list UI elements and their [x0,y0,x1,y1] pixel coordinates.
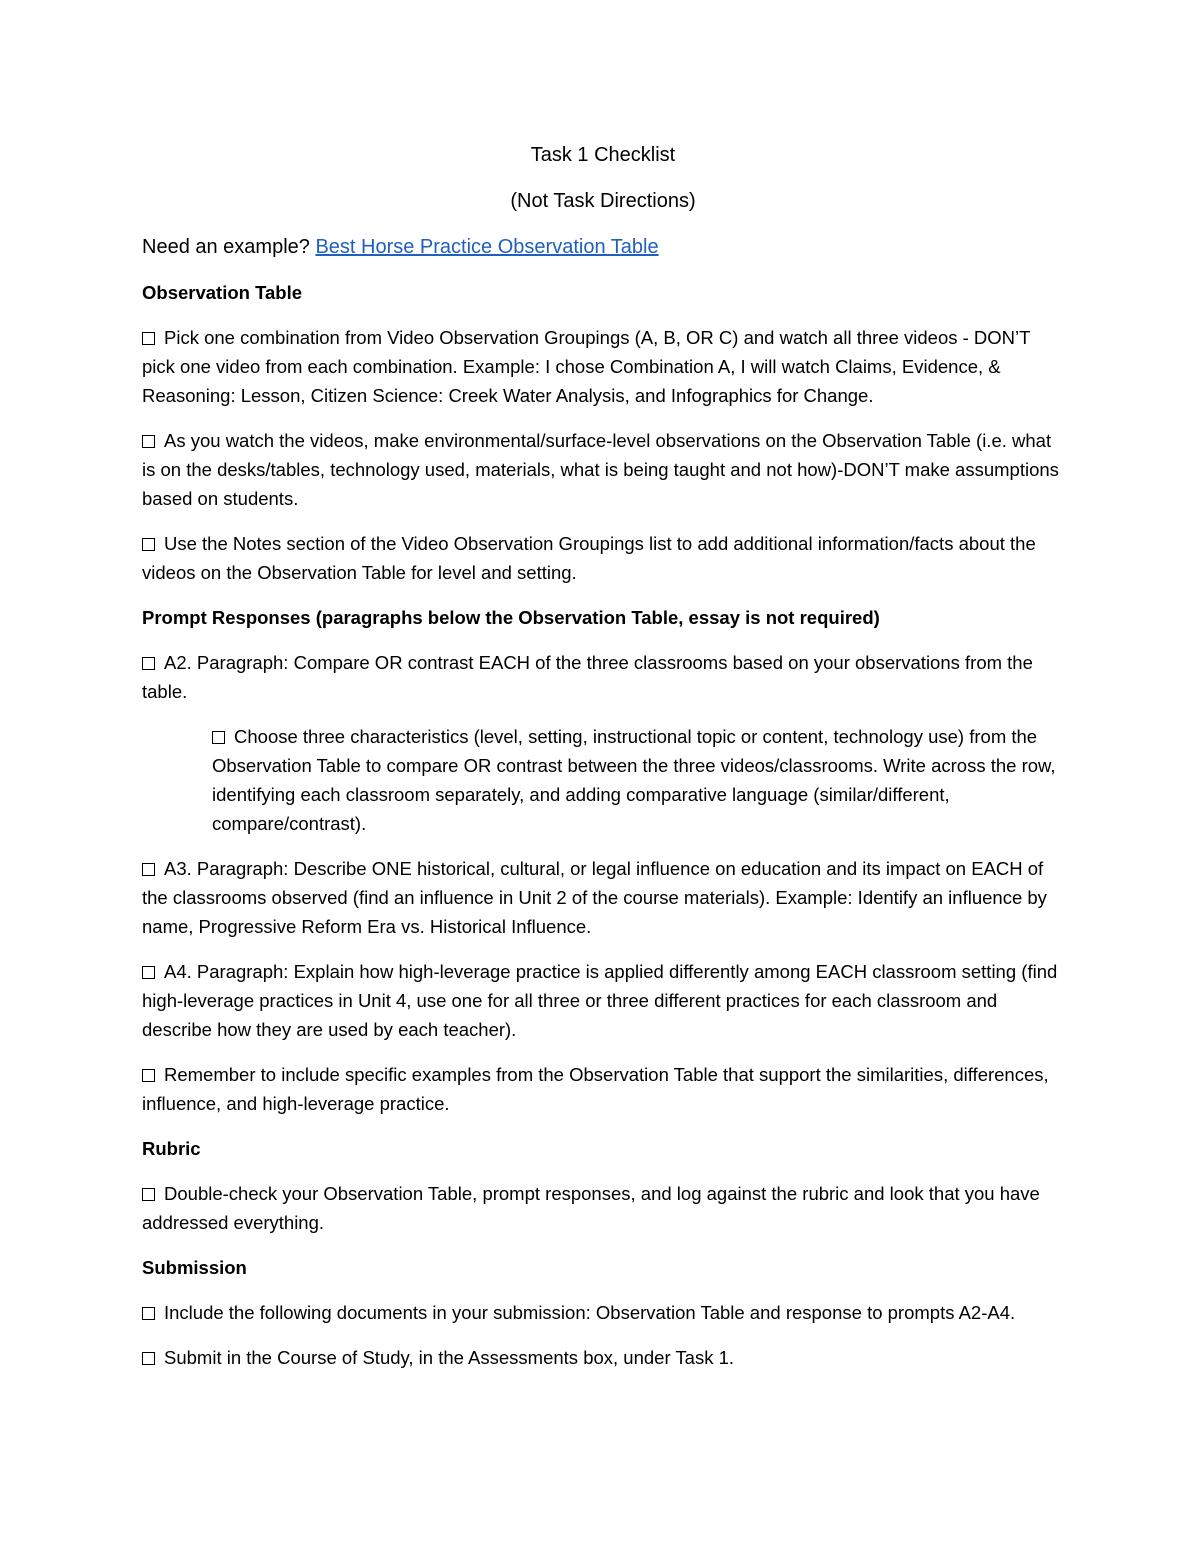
checklist-item-text: A3. Paragraph: Describe ONE historical, cultural, or legal influence on education and its impact on EACH of the classrooms observed (find an influence in Unit 2 of the course materials). Example: Identify an influence by name, Progressive Reform Era vs. Historical Influence. [142,858,1047,937]
document-subtitle: (Not Task Directions) [510,190,696,212]
section-heading-submission: Submission [142,1257,247,1278]
checklist-item [142,1343,1064,1372]
checklist-item [142,1060,1064,1118]
checklist-item-text: Pick one combination from Video Observation Groupings (A, B, OR C) and watch all three videos - DON’T pick one video from each combination. Example: I chose Combination A, I will watch Claims, Evidence, & Reasoning: Lesson, Citizen Science: Creek Water Analysis, and Infographics for Change. [142,327,1031,406]
checklist-item [142,323,1064,410]
example-prefix: Need an example? [142,236,316,258]
checkbox-icon[interactable] [142,332,155,345]
checkbox-icon[interactable] [142,1188,155,1201]
checkbox-icon[interactable] [142,538,155,551]
checkbox-icon[interactable] [142,1069,155,1082]
checklist-item [142,426,1064,513]
checklist-item-text: Choose three characteristics (level, setting, instructional topic or content, technology use) from the Observation Table to compare OR contrast between the three videos/classrooms. Write across the row, identifying each classroom separately, and adding comparative language (similar/different, compare/contrast). [212,726,1056,834]
checklist-item [142,854,1064,941]
checklist-item [142,648,1064,706]
checklist-item [142,1179,1064,1237]
document-body [142,140,1064,1388]
section-heading-rubric: Rubric [142,1138,201,1159]
checklist-item-text: Use the Notes section of the Video Observation Groupings list to add additional information/facts about the videos on the Observation Table for level and setting. [142,533,1036,583]
checklist-item [142,1298,1064,1327]
checklist-item-text: A4. Paragraph: Explain how high-leverage practice is applied differently among EACH classroom setting (find high-leverage practices in Unit 4, use one for all three or three different practices for each classroom and describe how they are used by each teacher). [142,961,1058,1040]
checkbox-icon[interactable] [142,1307,155,1320]
section-heading-prompt-responses: Prompt Responses (paragraphs below the Observation Table, essay is not required) [142,607,880,628]
checkbox-icon[interactable] [212,731,225,744]
checklist-item-text: As you watch the videos, make environmental/surface-level observations on the Observation Table (i.e. what is on the desks/tables, technology used, materials, what is being taught and not how)-DON’T make assumptions based on students. [142,430,1059,509]
checkbox-icon[interactable] [142,966,155,979]
checklist-item-text: Submit in the Course of Study, in the Assessments box, under Task 1. [164,1347,735,1368]
document-title: Task 1 Checklist [530,144,676,166]
checklist-subitem [212,722,1064,838]
checklist-item [142,529,1064,587]
checklist-item-text: Double-check your Observation Table, prompt responses, and log against the rubric and look that you have addressed everything. [142,1183,1040,1233]
section-heading-observation-table: Observation Table [142,282,303,303]
checklist-item [142,957,1064,1044]
checklist-item-text: A2. Paragraph: Compare OR contrast EACH of the three classrooms based on your observations from the table. [142,652,1033,702]
checklist-item-text: Include the following documents in your submission: Observation Table and response to prompts A2-A4. [164,1302,1016,1323]
checkbox-icon[interactable] [142,435,155,448]
checklist-item-text: Remember to include specific examples from the Observation Table that support the similarities, differences, influence, and high-leverage practice. [142,1064,1049,1114]
checkbox-icon[interactable] [142,863,155,876]
checkbox-icon[interactable] [142,657,155,670]
example-link[interactable]: Best Horse Practice Observation Table [315,236,659,258]
checkbox-icon[interactable] [142,1352,155,1365]
example-line [142,232,1064,262]
